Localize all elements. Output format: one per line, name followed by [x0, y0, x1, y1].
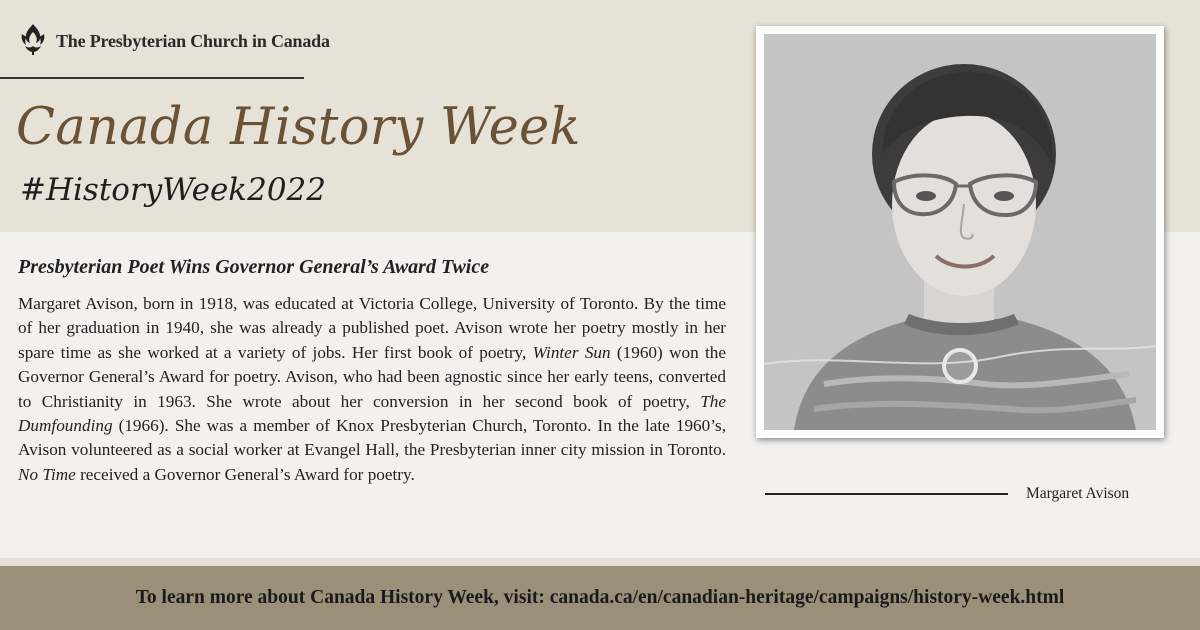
header-divider [0, 77, 304, 79]
portrait-photo [764, 34, 1156, 430]
org-logo[interactable] [18, 22, 330, 60]
body-segment: (1960) won the Governor General’s Award for poetry. Avison, who had been agnostic since her early teens, converted to Christianity in 1963. She wrote about her conversion in her second book of poetry, [18, 342, 726, 411]
article-subtitle: Presbyterian Poet Wins Governor General’s Award Twice [18, 256, 490, 278]
book-title-the-dumfounding: The Dumfounding [18, 391, 726, 436]
hashtag: #HistoryWeek2022 [20, 172, 326, 208]
book-title-no-time: No Time [18, 464, 76, 484]
org-name: The Presbyterian Church in Canada [56, 30, 330, 51]
photo-caption: Margaret Avison [1026, 485, 1130, 502]
footer-link-text[interactable]: To learn more about Canada History Week, visit: canada.ca/en/canadian-heritage/campaigns/history-week.html [135, 587, 1065, 608]
portrait-photo-frame [756, 26, 1164, 438]
page-title: Canada History Week [16, 98, 581, 157]
book-title-winter-sun: Winter Sun [532, 342, 611, 362]
portrait-illustration [764, 34, 1156, 430]
body-segment: Margaret Avison, born in 1918, was educated at Victoria College, University of Toronto. By the time of her graduation in 1940, she was already a published poet. Avison wrote her poetry mostly in her spare time as she worked at a variety of jobs. Her first book of poetry, [18, 294, 726, 362]
footer-band [0, 566, 1200, 630]
body-segment: (1966). She was a member of Knox Presbyterian Church, Toronto. In the late 1960’s, Avison volunteered as a social worker at Evangel Hall, the Presbyterian inner city mission in Toronto. [18, 416, 726, 460]
burning-bush-icon [18, 22, 48, 60]
article-body [18, 292, 726, 487]
caption-divider [765, 493, 1008, 495]
body-segment: received a Governor General’s Award for poetry. [75, 464, 415, 484]
